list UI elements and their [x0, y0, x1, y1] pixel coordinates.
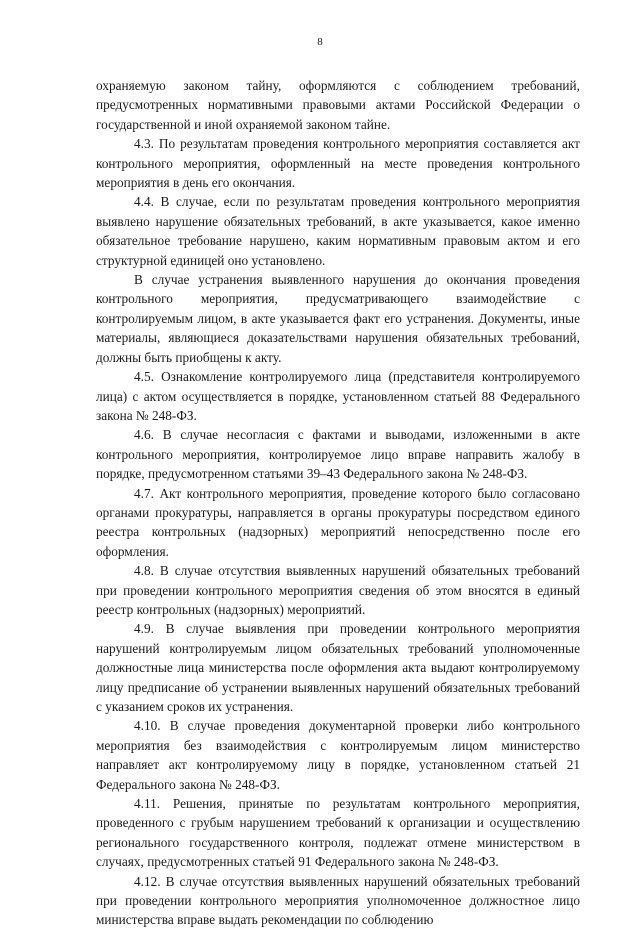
paragraph-4-3: 4.3. По результатам проведения контрольного мероприятия составляется акт контрольного мероприятия, оформленный на месте проведения контрольного мероприятия в день его окончания. — [96, 136, 580, 191]
document-body — [96, 76, 580, 930]
paragraph-4-4: 4.4. В случае, если по результатам проведения контрольного мероприятия выявлено нарушение обязательных требований, в акте указывается, какое именно обязательное требование нарушено, каким нормативным правовым актом и его структурной единицей оно установлено. — [96, 194, 580, 268]
paragraph-4-10: 4.10. В случае проведения документарной проверки либо контрольного мероприятия без взаимодействия с контролируемым лицом министерство направляет акт контролируемому лицу в порядке, установленном статьей 21 Федерального закона № 248-ФЗ. — [96, 718, 580, 792]
paragraph-4-7: 4.7. Акт контрольного мероприятия, проведение которого было согласовано органами прокуратуры, направляется в органы прокуратуры посредством единого реестра контрольных (надзорных) мероприятий непосредственно после его оформления. — [96, 485, 580, 559]
paragraph-4-12: 4.12. В случае отсутствия выявленных нарушений обязательных требований при проведении контрольного мероприятия уполномоченное должностное лицо министерства вправе выдать рекомендации по соблюдению — [96, 873, 580, 928]
page-number: 8 — [317, 36, 323, 48]
paragraph-4-5: 4.5. Ознакомление контролируемого лица (представителя контролируемого лица) с актом осуществляется в порядке, установленном статьей 88 Федерального закона № 248-ФЗ. — [96, 369, 580, 423]
paragraph-4-11: 4.11. Решения, принятые по результатам контрольного мероприятия, проведенного с грубым нарушением требований к организации и осуществлению регионального государственного контроля, подлежат отмене министерством в случаях, предусмотренных статьей 91 Федерального закона № 248-ФЗ. — [96, 796, 580, 870]
paragraph-4-9: 4.9. В случае выявления при проведении контрольного мероприятия нарушений контролируемым лицом обязательных требований уполномоченные должностные лица министерства после оформления акта выдают контролируемому лицу предписание об устранении выявленных нарушений обязательных требований с указанием сроков их устранения. — [96, 621, 580, 714]
paragraph-continuation: охраняемую законом тайну, оформляются с соблюдением требований, предусмотренных нормативными правовыми актами Российской Федерации о государственной и иной охраняемой законом тайне. — [96, 78, 580, 132]
paragraph-4-6: 4.6. В случае несогласия с фактами и выводами, изложенными в акте контрольного мероприятия, контролируемое лицо вправе направить жалобу в порядке, предусмотренном статьями 39–43 Федерального закона № 248-ФЗ. — [96, 427, 580, 482]
paragraph-4-4-elimination: В случае устранения выявленного нарушения до окончания проведения контрольного мероприятия, предусматривающего взаимодействие с контролируемым лицом, в акте указывается факт его устранения. Документы, иные материалы, являющиеся доказательствами нарушения обязательных требований, должны быть приобщены к акту. — [96, 272, 580, 365]
paragraph-4-8: 4.8. В случае отсутствия выявленных нарушений обязательных требований при проведении контрольного мероприятия сведения об этом вносятся в единый реестр контрольных (надзорных) мероприятий. — [96, 563, 580, 617]
